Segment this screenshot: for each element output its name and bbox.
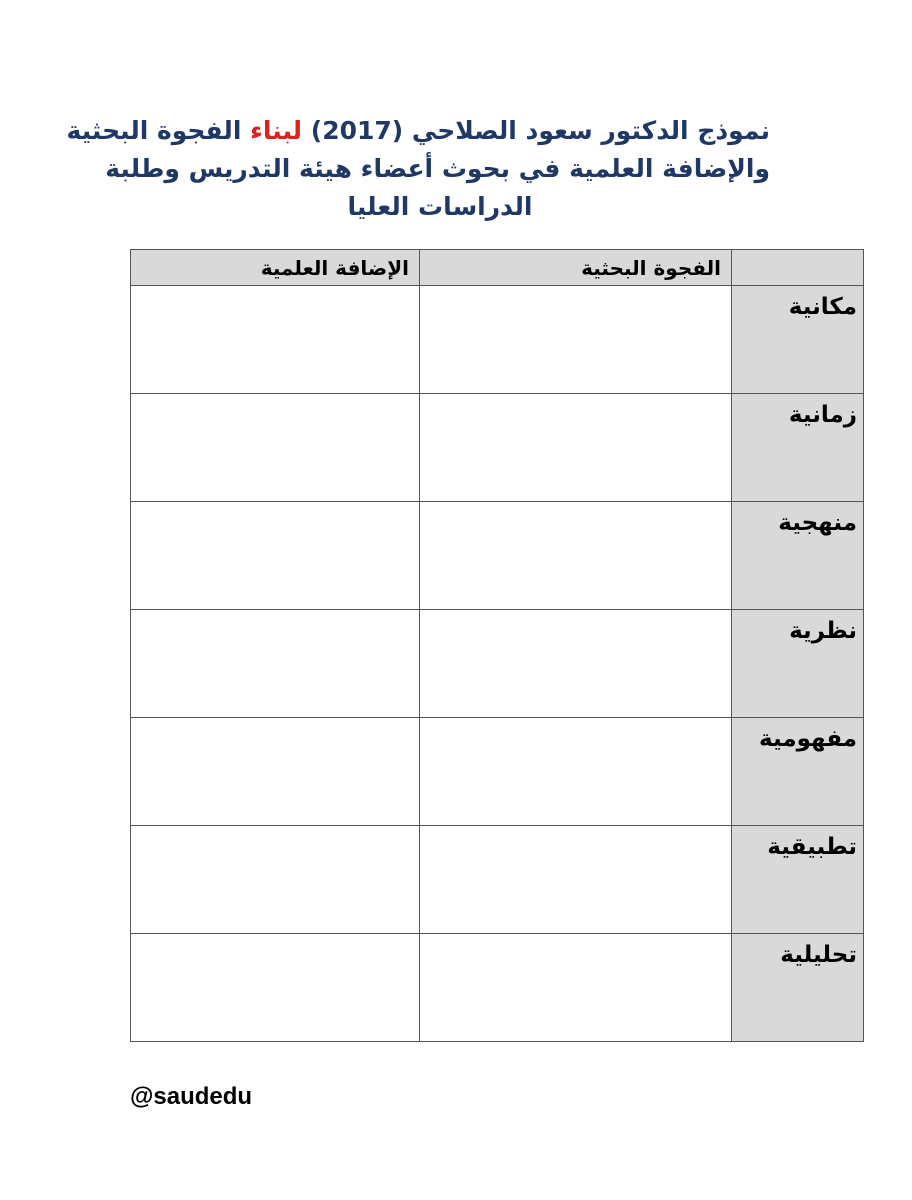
title-line-1-part-2: الفجوة البحثية	[66, 116, 251, 145]
table-row	[131, 718, 864, 826]
row-label-cell	[732, 286, 864, 394]
row-label: نظرية	[789, 618, 857, 644]
row-label-cell	[732, 610, 864, 718]
title-line-1-part-1: نموذج الدكتور سعود الصلاحي (2017)	[302, 116, 770, 145]
row-label: مفهومية	[759, 726, 857, 752]
header-corner-cell	[732, 250, 864, 286]
scientific-addition-cell[interactable]	[131, 718, 420, 826]
title-line-2: والإضافة العلمية في بحوث أعضاء هيئة التدريس وطلبة	[105, 154, 770, 183]
row-label-cell	[732, 502, 864, 610]
row-label: تطبيقية	[767, 834, 857, 860]
table-row	[131, 286, 864, 394]
row-label: منهجية	[778, 510, 857, 536]
header-research-gap: الفجوة البحثية	[420, 250, 732, 286]
title-line-1	[66, 112, 770, 150]
scientific-addition-cell[interactable]	[131, 934, 420, 1042]
table-row	[131, 610, 864, 718]
research-gap-table	[130, 249, 864, 1042]
scientific-addition-cell[interactable]	[131, 286, 420, 394]
row-label: تحليلية	[780, 942, 857, 968]
research-gap-cell[interactable]	[420, 394, 732, 502]
table-row	[131, 934, 864, 1042]
title-line-3: الدراسات العليا	[347, 192, 533, 221]
author-handle: @saudedu	[130, 1083, 253, 1110]
scientific-addition-cell[interactable]	[131, 394, 420, 502]
research-gap-cell[interactable]	[420, 502, 732, 610]
row-label: مكانية	[788, 294, 857, 320]
table-row	[131, 394, 864, 502]
document-title	[66, 112, 770, 226]
row-label-cell	[732, 394, 864, 502]
scientific-addition-cell[interactable]	[131, 610, 420, 718]
research-gap-cell[interactable]	[420, 934, 732, 1042]
title-highlight-word: لبناء	[250, 116, 303, 145]
research-gap-cell[interactable]	[420, 826, 732, 934]
table-row	[131, 502, 864, 610]
scientific-addition-cell[interactable]	[131, 502, 420, 610]
research-gap-cell[interactable]	[420, 610, 732, 718]
row-label-cell	[732, 718, 864, 826]
row-label-cell	[732, 934, 864, 1042]
research-gap-cell[interactable]	[420, 286, 732, 394]
table-row	[131, 826, 864, 934]
header-scientific-addition: الإضافة العلمية	[131, 250, 420, 286]
row-label-cell	[732, 826, 864, 934]
table-header-row	[131, 250, 864, 286]
row-label: زمانية	[788, 402, 857, 428]
research-gap-cell[interactable]	[420, 718, 732, 826]
scientific-addition-cell[interactable]	[131, 826, 420, 934]
